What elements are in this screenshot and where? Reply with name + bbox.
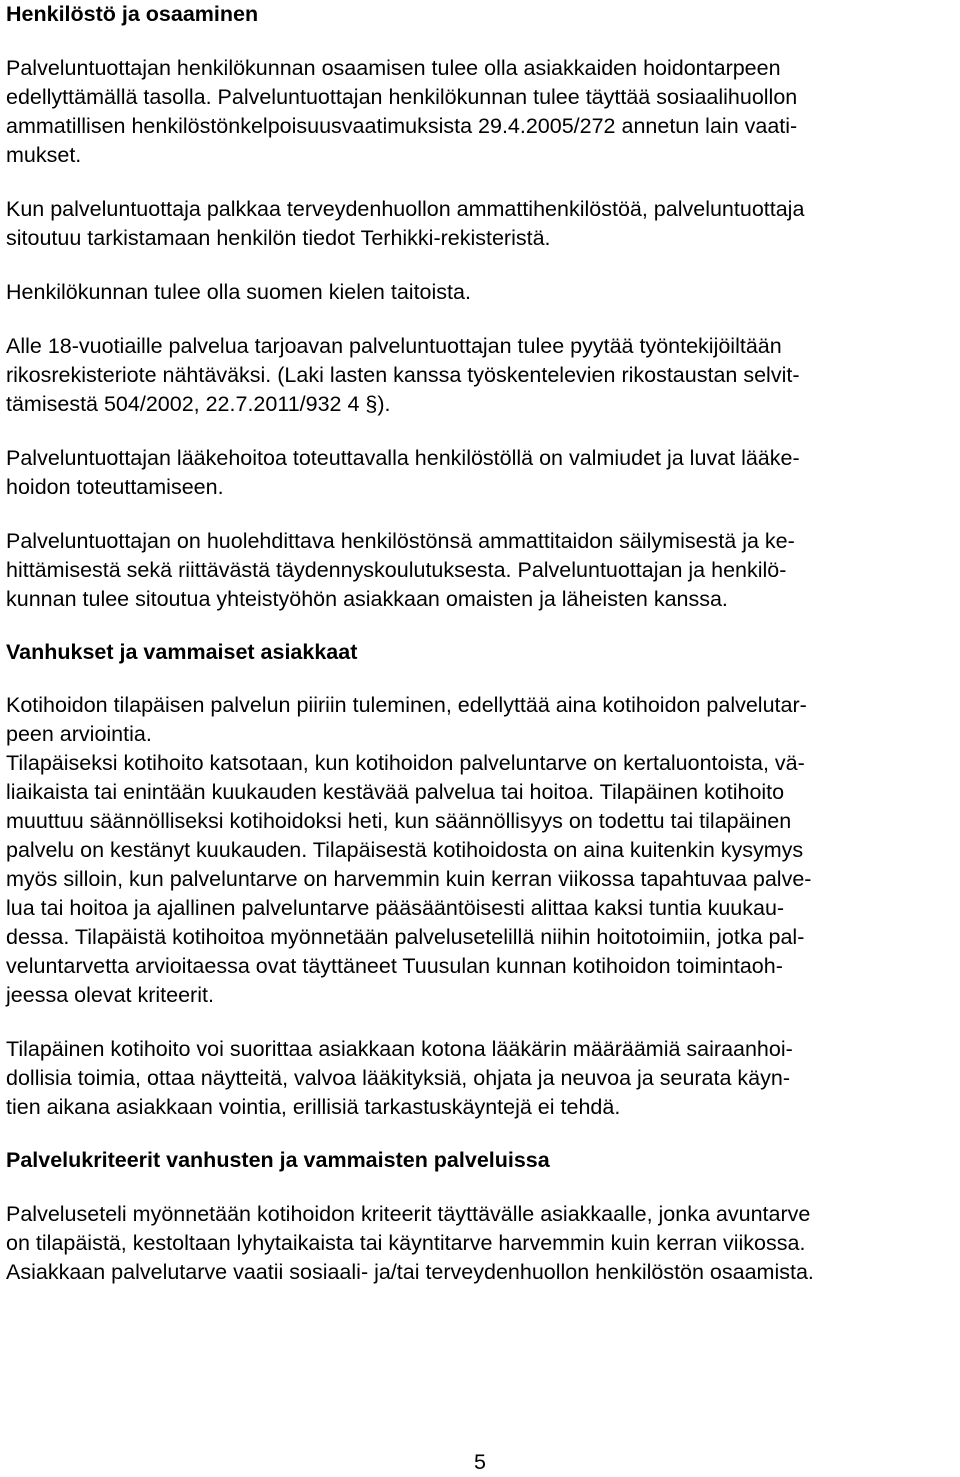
text-line: Kun palveluntuottaja palkkaa terveydenhuollon ammattihenkilöstöä, palveluntuottaja	[6, 197, 805, 221]
paragraph	[6, 444, 956, 502]
text-line: Palveluntuottajan henkilökunnan osaamisen tulee olla asiakkaiden hoidontarpeen	[6, 56, 781, 80]
text-line: Tilapäinen kotihoito voi suorittaa asiakkaan kotona lääkärin määräämiä sairaanhoi-	[6, 1037, 793, 1061]
text-line: peen arviointia.	[6, 722, 152, 746]
paragraph	[6, 54, 956, 170]
text-line: hoidon toteuttamiseen.	[6, 475, 224, 499]
paragraph	[6, 1200, 956, 1287]
text-line: tämisestä 504/2002, 22.7.2011/932 4 §).	[6, 392, 391, 416]
text-line: muuttuu säännölliseksi kotihoidoksi heti, kun säännöllisyys on todettu tai tilapäinen	[6, 809, 792, 833]
text-line: veluntarvetta arvioitaessa ovat täyttäneet Tuusulan kunnan kotihoidon toimintaoh-	[6, 954, 783, 978]
text-line: hittämisestä sekä riittävästä täydennyskoulutuksesta. Palveluntuottajan ja henkilö-	[6, 558, 787, 582]
text-line: mukset.	[6, 143, 82, 167]
text-line: Palveluseteli myönnetään kotihoidon kriteerit täyttävälle asiakkaalle, jonka avuntarve	[6, 1202, 811, 1226]
section-heading: Henkilöstö ja osaaminen	[6, 2, 259, 26]
section-heading: Vanhukset ja vammaiset asiakkaat	[6, 640, 358, 664]
text-line: lua tai hoitoa ja ajallinen palveluntarve pääsääntöisesti alittaa kaksi tuntia kuukau-	[6, 896, 785, 920]
paragraph	[6, 691, 956, 1010]
text-line: dollisia toimia, ottaa näytteitä, valvoa lääkityksiä, ohjata ja neuvoa ja seurata käyn-	[6, 1066, 790, 1090]
text-line: Kotihoidon tilapäisen palvelun piiriin tuleminen, edellyttää aina kotihoidon palvelutar-	[6, 693, 807, 717]
text-line: rikosrekisteriote nähtäväksi. (Laki lasten kanssa työskentelevien rikostaustan selvit-	[6, 363, 800, 387]
text-line: Asiakkaan palvelutarve vaatii sosiaali- ja/tai terveydenhuollon henkilöstön osaamista.	[6, 1260, 814, 1284]
paragraph	[6, 195, 956, 253]
text-line: tien aikana asiakkaan vointia, erillisiä tarkastuskäyntejä ei tehdä.	[6, 1095, 621, 1119]
text-line: Palveluntuottajan lääkehoitoa toteuttavalla henkilöstöllä on valmiudet ja luvat lääke-	[6, 446, 800, 470]
section-heading: Palvelukriteerit vanhusten ja vammaisten palveluissa	[6, 1148, 550, 1172]
text-line: palvelu on kestänyt kuukauden. Tilapäisestä kotihoidosta on aina kuitenkin kysymys	[6, 838, 804, 862]
text-line: Alle 18-vuotiaille palvelua tarjoavan palveluntuottajan tulee pyytää työntekijöiltään	[6, 334, 782, 358]
text-line: sitoutuu tarkistamaan henkilön tiedot Terhikki-rekisteristä.	[6, 226, 551, 250]
text-line: on tilapäistä, kestoltaan lyhytaikaista tai käyntitarve harvemmin kuin kerran viikossa.	[6, 1231, 806, 1255]
text-line: Palveluntuottajan on huolehdittava henkilöstönsä ammattitaidon säilymisestä ja ke-	[6, 529, 795, 553]
text-line: dessa. Tilapäistä kotihoitoa myönnetään palvelusetelillä niihin hoitotoimiin, jotka pal-	[6, 925, 805, 949]
paragraph	[6, 527, 956, 614]
text-line: liaikaista tai enintään kuukauden kestävää palvelua tai hoitoa. Tilapäinen kotihoito	[6, 780, 785, 804]
text-line: myös silloin, kun palveluntarve on harvemmin kuin kerran viikossa tapahtuvaa palve-	[6, 867, 812, 891]
text-line: edellyttämällä tasolla. Palveluntuottajan henkilökunnan tulee täyttää sosiaalihuollon	[6, 85, 798, 109]
paragraph	[6, 332, 956, 419]
text-line: Henkilökunnan tulee olla suomen kielen taitoista.	[6, 280, 471, 304]
document-page	[6, 0, 956, 1287]
text-line: Tilapäiseksi kotihoito katsotaan, kun kotihoidon palveluntarve on kertaluontoista, vä-	[6, 751, 805, 775]
page-number: 5	[474, 1450, 486, 1474]
text-line: ammatillisen henkilöstönkelpoisuusvaatimuksista 29.4.2005/272 annetun lain vaati-	[6, 114, 798, 138]
paragraph	[6, 1035, 956, 1122]
text-line: jeessa olevat kriteerit.	[6, 983, 214, 1007]
paragraph	[6, 278, 956, 307]
text-line: kunnan tulee sitoutua yhteistyöhön asiakkaan omaisten ja läheisten kanssa.	[6, 587, 728, 611]
